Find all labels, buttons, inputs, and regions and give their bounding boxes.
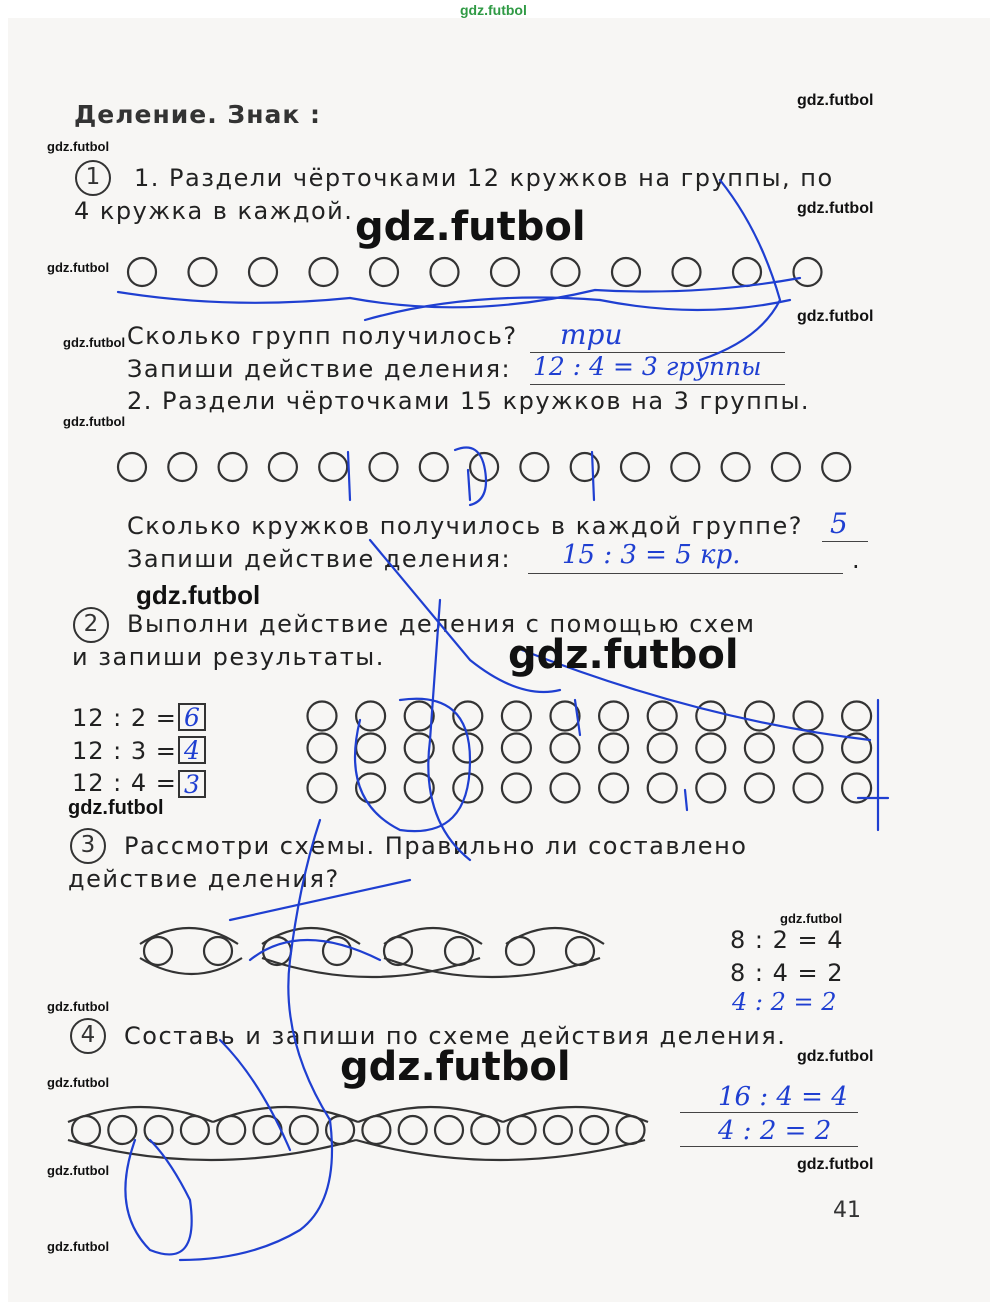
watermark-small: gdz.futbol (47, 1239, 110, 1254)
page-title: Деление. Знак : (74, 100, 322, 129)
task-2-circle (696, 734, 725, 763)
task-2-line-1: Выполни действие деления с помощью схем (127, 610, 756, 638)
task-3-circle (144, 937, 172, 965)
handwriting-stroke (118, 292, 350, 303)
task-2-circle (648, 774, 677, 803)
watermark-small: gdz.futbol (47, 1075, 110, 1090)
task-3-top-arc (140, 928, 238, 944)
task-2-circle (308, 734, 337, 763)
task-2-circle (696, 774, 725, 803)
task-4-circle (544, 1116, 572, 1144)
watermark-small: gdz.futbol (797, 1156, 874, 1173)
task-2-equation-1: 12 : 2 = (72, 704, 177, 732)
task-2-circle (502, 774, 531, 803)
watermark-small: gdz.futbol (797, 308, 874, 325)
task-2-circle (356, 734, 385, 763)
task-2-circle (599, 734, 628, 763)
task-1-question-write: Запиши действие деления: (127, 355, 512, 383)
task-2-circle (794, 702, 823, 731)
handwriting-stroke (700, 180, 780, 360)
answer-write: 12 : 4 = 3 группы (533, 352, 762, 381)
task-2-equation-2: 12 : 3 = (72, 737, 177, 765)
task-2-circle (599, 774, 628, 803)
task-2-circle (356, 702, 385, 731)
task-4-circle (290, 1116, 318, 1144)
task-4-circle (145, 1116, 173, 1144)
task-1-part-2: 2. Раздели чёрточками 15 кружков на 3 группы. (127, 387, 811, 415)
task-4-top-arc (68, 1107, 213, 1122)
task-2-circle (308, 774, 337, 803)
task-4-circle (617, 1116, 645, 1144)
task-1-question-groups: Сколько групп получилось? (127, 322, 518, 350)
end-dot: . (852, 546, 862, 574)
task-2-circle (502, 702, 531, 731)
task-1-circle (552, 258, 580, 286)
answer-each: 5 (830, 507, 848, 540)
task-1-circle-2 (571, 453, 599, 481)
task-1-circle (310, 258, 338, 286)
task-4-line-1: Составь и запиши по схеме действия деления. (124, 1022, 787, 1050)
task-1-circle-2 (520, 453, 548, 481)
watermark-small: gdz.futbol (47, 1163, 110, 1178)
task-1-circle (370, 258, 398, 286)
watermark-small: gdz.futbol (797, 200, 874, 217)
task-1-circle (794, 258, 822, 286)
handwriting-stroke (858, 700, 888, 830)
task-4-circle (435, 1116, 463, 1144)
task-1-circle (733, 258, 761, 286)
task-3-equation-1: 8 : 2 = 4 (730, 926, 844, 954)
task-2-circle (745, 774, 774, 803)
task-4-top-arc (358, 1107, 503, 1122)
task-1-circle-2 (420, 453, 448, 481)
task-2-circle (405, 702, 434, 731)
task-2-circle (648, 734, 677, 763)
task-1-question-write-2: Запиши действие деления: (127, 545, 512, 573)
task-2-circle (551, 774, 580, 803)
task-1-circle-2 (772, 453, 800, 481)
watermark-small: gdz.futbol (797, 1048, 874, 1065)
task-1-circle-2 (370, 453, 398, 481)
handwriting-stroke (250, 940, 380, 960)
task-1-circle (673, 258, 701, 286)
handwriting-stroke (348, 452, 594, 500)
task-4-circle (217, 1116, 245, 1144)
watermark-small: gdz.futbol (47, 139, 110, 154)
task-1-circle-2 (722, 453, 750, 481)
watermark-small: gdz.futbol (63, 414, 126, 429)
task-1-circle (612, 258, 640, 286)
watermark-small: gdz.futbol (136, 580, 261, 610)
task-2-answer-box-3: 3 (178, 770, 206, 798)
task-1-line-2: 4 кружка в каждой. (74, 197, 354, 225)
task-2-circle (502, 734, 531, 763)
task-3-circle (204, 937, 232, 965)
answer-groups: три (560, 318, 623, 351)
task-1-circle (249, 258, 277, 286)
page-number: 41 (833, 1198, 861, 1223)
watermark-small: gdz.futbol (47, 999, 110, 1014)
task-2-circle (794, 734, 823, 763)
task-3-top-arc (384, 928, 482, 944)
handwriting-stroke (365, 298, 600, 321)
watermark-small: gdz.futbol (47, 260, 110, 275)
task-1-circle (431, 258, 459, 286)
task-3-bottom-arc (140, 958, 242, 974)
answer-write-2: 15 : 3 = 5 кр. (562, 540, 741, 570)
handwriting-stroke (575, 700, 687, 810)
task-1-circle-2 (621, 453, 649, 481)
task-2-circle (745, 734, 774, 763)
task-4-answer-2: 4 : 2 = 2 (718, 1116, 832, 1146)
watermark-big: gdz.futbol (508, 632, 739, 678)
task-1-circle (128, 258, 156, 286)
task-1-circle-2 (269, 453, 297, 481)
task-4-number: 4 (70, 1018, 106, 1054)
task-4-circle (399, 1116, 427, 1144)
task-2-circle (599, 702, 628, 731)
task-1-circle-2 (118, 453, 146, 481)
watermark-small: gdz.futbol (797, 92, 874, 109)
task-2-answer-box-1: 6 (178, 703, 206, 731)
task-3-line-2: действие деления? (68, 865, 340, 893)
task-4-circle (108, 1116, 136, 1144)
task-4-circle (181, 1116, 209, 1144)
task-2-circle (842, 702, 871, 731)
task-4-answer-1: 16 : 4 = 4 (718, 1082, 848, 1112)
task-2-circle (745, 702, 774, 731)
watermark-small: gdz.futbol (68, 797, 164, 819)
task-2-circle (308, 702, 337, 731)
task-1-circle (189, 258, 217, 286)
task-3-correction: 4 : 2 = 2 (732, 988, 837, 1016)
task-4-bottom-arc (68, 1140, 356, 1160)
task-3-equation-2: 8 : 4 = 2 (730, 959, 844, 987)
task-2-circle (794, 774, 823, 803)
task-2-circle (648, 702, 677, 731)
task-4-circle (508, 1116, 536, 1144)
task-4-circle (471, 1116, 499, 1144)
task-2-line-2: и запиши результаты. (72, 643, 385, 671)
task-1-question-each: Сколько кружков получилось в каждой группе? (127, 512, 803, 540)
watermark-big: gdz.futbol (355, 204, 586, 250)
task-1-circle-2 (219, 453, 247, 481)
task-2-number: 2 (73, 607, 109, 643)
task-4-top-arc (503, 1107, 648, 1122)
task-1-circle-2 (168, 453, 196, 481)
task-1-circle (491, 258, 519, 286)
handwriting-stroke (600, 300, 790, 310)
task-3-number: 3 (70, 828, 106, 864)
task-2-circle (696, 702, 725, 731)
task-4-top-arc (213, 1107, 358, 1122)
task-3-top-arc (262, 928, 360, 944)
watermark-small: gdz.futbol (780, 911, 843, 926)
watermark-small: gdz.futbol (63, 335, 126, 350)
task-4-circle (362, 1116, 390, 1144)
top-watermark: gdz.futbol (460, 2, 527, 18)
task-4-circle (580, 1116, 608, 1144)
task-1-circle-2 (822, 453, 850, 481)
handwriting-stroke (230, 880, 410, 920)
watermark-big: gdz.futbol (340, 1044, 571, 1090)
task-2-circle (551, 734, 580, 763)
task-1-number: 1 (75, 160, 111, 196)
task-4-circle (72, 1116, 100, 1144)
task-2-answer-box-2: 4 (178, 736, 206, 764)
task-1-circle-2 (671, 453, 699, 481)
task-2-equation-3: 12 : 4 = (72, 769, 177, 797)
task-3-line-1: Рассмотри схемы. Правильно ли составлено (124, 832, 748, 860)
task-1-line-1: 1. Раздели чёрточками 12 кружков на группы, по (134, 164, 834, 192)
task-1-circle-2 (319, 453, 347, 481)
